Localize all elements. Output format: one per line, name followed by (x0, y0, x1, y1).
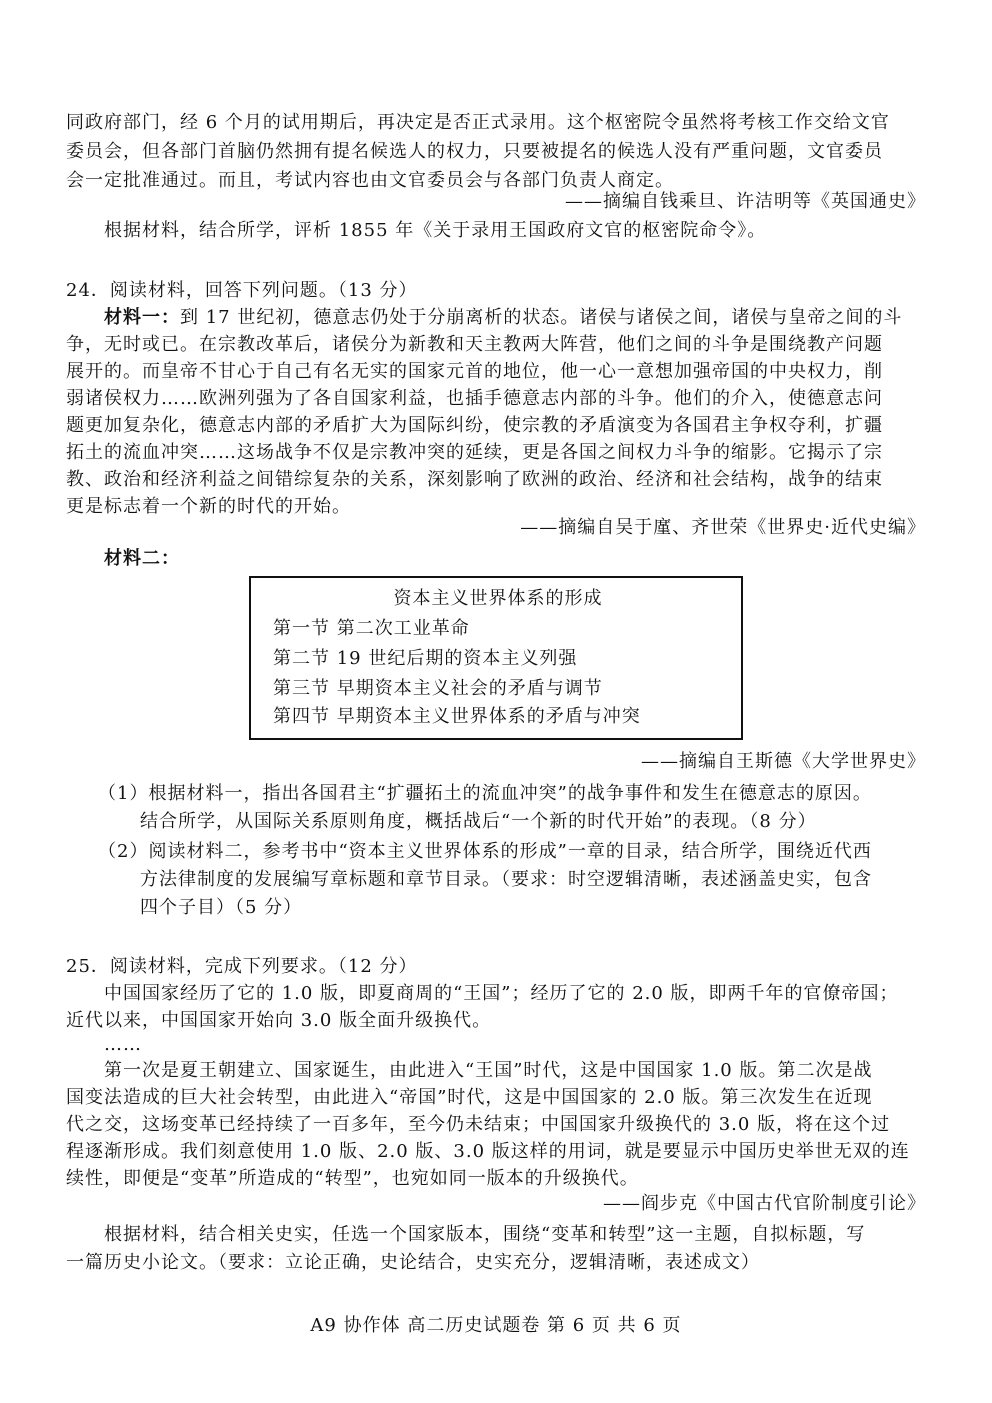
toc-item: 第四节 早期资本主义世界体系的矛盾与冲突 (273, 706, 641, 727)
page-footer: A9 协作体 高二历史试题卷 第 6 页 共 6 页 (310, 1315, 682, 1336)
sub-question-1-cont: 结合所学，从国际关系原则角度，概括战后“一个新的时代开始”的表现。（8 分） (140, 811, 817, 832)
material-1-label: 材料一： (104, 307, 180, 328)
source-citation: ——摘编自吴于廑、齐世荣《世界史·近代史编》 (520, 517, 926, 538)
material-1-first-line (104, 305, 926, 331)
sub-question-1: （1）根据材料一，指出各国君主“扩疆拓土的流血冲突”的战争事件和发生在德意志的原因。 (98, 783, 872, 804)
material-text: 程逐渐形成。我们刻意使用 1.0 版、2.0 版、3.0 版这样的用词，就是要显示中国历史举世无双的连 (66, 1141, 910, 1162)
ellipsis: …… (104, 1034, 142, 1055)
material-2-label: 材料二： (104, 548, 180, 569)
toc-item: 第一节 第二次工业革命 (273, 618, 470, 639)
material-1-line: 拓土的流血冲突……这场战争不仅是宗教冲突的延续，更是各国之间权力斗争的缩影。它揭示了宗 (66, 442, 883, 463)
question-text: 一篇历史小论文。（要求：立论正确，史论结合，史实充分，逻辑清晰，表述成文） (66, 1252, 760, 1273)
question-24-heading: 24．阅读材料，回答下列问题。（13 分） (66, 280, 418, 301)
sub-question-2: （2）阅读材料二，参考书中“资本主义世界体系的形成”一章的目录，结合所学，围绕近代西 (98, 841, 872, 862)
material-text: 国变法造成的巨大社会转型，由此进入“帝国”时代，这是中国国家的 2.0 版。第三次发生在近现 (66, 1087, 873, 1108)
table-of-contents-box (249, 576, 743, 740)
source-citation: ——摘编自王斯德《大学世界史》 (641, 751, 926, 772)
material-1-line: 争，无时或已。在宗教改革后，诸侯分为新教和天主教两大阵营，他们之间的斗争是围绕教产问题 (66, 334, 883, 355)
material-1-line: 弱诸侯权力……欧洲列强为了各自国家利益，也插手德意志内部的斗争。他们的介入，使德意志问 (66, 388, 883, 409)
toc-item: 第二节 19 世纪后期的资本主义列强 (273, 648, 578, 669)
source-citation: ——摘编自钱乘旦、许洁明等《英国通史》 (565, 191, 926, 212)
material-1-line: 展开的。而皇帝不甘心于自己有名无实的国家元首的地位，他一心一意想加强帝国的中央权力，削 (66, 361, 883, 382)
material-1-text: 到 17 世纪初，德意志仍处于分崩离析的状态。诸侯与诸侯之间，诸侯与皇帝之间的斗 (180, 307, 903, 328)
material-1-line: 更是标志着一个新的时代的开始。 (66, 496, 351, 517)
sub-question-2-cont: 方法律制度的发展编写章标题和章节目录。（要求：时空逻辑清晰，表述涵盖史实，包含 (140, 869, 872, 890)
material-text: 续性，即便是“变革”所造成的“转型”，也宛如同一版本的升级换代。 (66, 1168, 639, 1189)
material-text: 代之交，这场变革已经持续了一百多年，至今仍未结束；中国国家升级换代的 3.0 版，将在这个过 (66, 1114, 891, 1135)
intro-line: 会一定批准通过。而且，考试内容也由文官委员会与各部门负责人商定。 (66, 170, 674, 191)
toc-item: 第三节 早期资本主义社会的矛盾与调节 (273, 678, 603, 699)
material-1-line: 题更加复杂化，德意志内部的矛盾扩大为国际纠纷，使宗教的矛盾演变为各国君主争权夺利，扩疆 (66, 415, 883, 436)
source-citation: ——阎步克《中国古代官阶制度引论》 (603, 1193, 926, 1214)
material-text: 近代以来，中国国家开始向 3.0 版全面升级换代。 (66, 1010, 492, 1031)
sub-question-2-cont: 四个子目）（5 分） (140, 897, 303, 918)
material-text: 第一次是夏王朝建立、国家诞生，由此进入“王国”时代，这是中国国家 1.0 版。第二次是战 (104, 1060, 873, 1081)
material-1-line: 教、政治和经济利益之间错综复杂的关系，深刻影响了欧洲的政治、经济和社会结构，战争的结束 (66, 469, 883, 490)
intro-line: 委员会，但各部门首脑仍然拥有提名候选人的权力，只要被提名的候选人没有严重问题，文官委员 (66, 141, 883, 162)
question-text: 根据材料，结合相关史实，任选一个国家版本，围绕“变革和转型”这一主题，自拟标题，写 (104, 1224, 866, 1245)
question-25-heading: 25．阅读材料，完成下列要求。（12 分） (66, 956, 418, 977)
material-text: 中国国家经历了它的 1.0 版，即夏商周的“王国”；经历了它的 2.0 版，即两千年的官僚帝国； (104, 983, 899, 1004)
toc-title: 资本主义世界体系的形成 (393, 588, 603, 609)
question-text: 根据材料，结合所学，评析 1855 年《关于录用王国政府文官的枢密院命令》。 (104, 220, 767, 241)
intro-line: 同政府部门，经 6 个月的试用期后，再决定是否正式录用。这个枢密院令虽然将考核工作交给文官 (66, 112, 890, 133)
